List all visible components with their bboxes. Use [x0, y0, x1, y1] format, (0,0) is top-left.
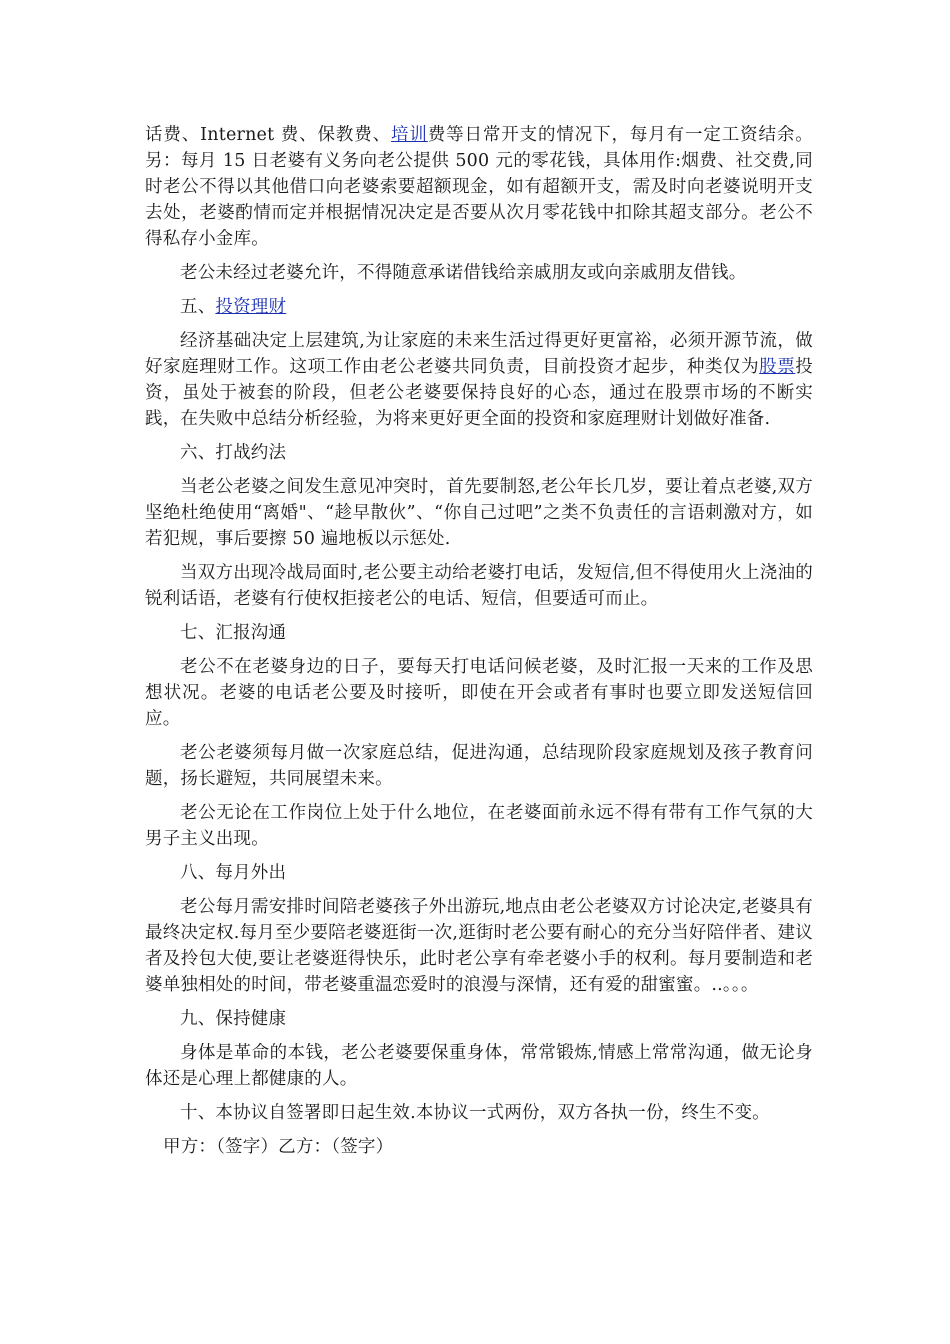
heading-health: 九、保持健康 — [180, 1009, 287, 1029]
paragraph-effective: 十、本协议自签署即日起生效.本协议一式两份，双方各执一份，终生不变。 — [180, 1103, 770, 1123]
heading-prefix: 五、 — [180, 297, 216, 317]
heading-investment — [145, 294, 813, 320]
paragraph-text: 费等日常开支的情况下，每月有一定工资结余。另：每月 15 日老婆有义务向老公提供 500 元的零花钱，具体用作:烟费、社交费,同时老公不得以其他借口向老婆索要超额现金，如有超额开支，需及时向老婆说明开支去处，老婆酌情而定并根据情况决定是否要从次月零花钱中扣除其超支部分。老公不得私存小金库。 — [145, 125, 814, 249]
paragraph-text: 经济基础决定上层建筑,为让家庭的未来生活过得更好更富裕，必须开源节流，做好家庭理财工作。这项工作由老公老婆共同负责，目前投资才起步，种类仅为 — [145, 331, 813, 377]
training-link[interactable]: 培训 — [391, 125, 428, 145]
paragraph-daily-report: 老公不在老婆身边的日子，要每天打电话问候老婆，及时汇报一天来的工作及思想状况。老婆的电话老公要及时接听，即使在开会或者有事时也要立即发送短信回应。 — [145, 657, 813, 729]
paragraph-monthly-summary: 老公老婆须每月做一次家庭总结，促进沟通，总结现阶段家庭规划及孩子教育问题，扬长避短，共同展望未来。 — [145, 743, 813, 789]
paragraph-cold-war: 当双方出现冷战局面时,老公要主动给老婆打电话，发短信,但不得使用火上浇油的锐利话语，老婆有行使权拒接老公的电话、短信，但要适可而止。 — [145, 563, 813, 609]
paragraph-borrowing: 老公未经过老婆允许，不得随意承诺借钱给亲戚朋友或向亲戚朋友借钱。 — [180, 263, 747, 283]
heading-conflict: 六、打战约法 — [180, 443, 287, 463]
investment-link[interactable]: 投资理财 — [215, 297, 287, 317]
paragraph-outings: 老公每月需安排时间陪老婆孩子外出游玩,地点由老公老婆双方讨论决定,老婆具有最终决定权.每月至少要陪老婆逛街一次,逛街时老公要有耐心的充分当好陪伴者、建议者及拎包大使,要让老婆逛得快乐，此时老公享有牵老婆小手的权利。每月要制造和老婆单独相处的时间，带老婆重温恋爱时的浪漫与深情，还有爱的甜蜜蜜。..。。。 — [145, 897, 813, 995]
paragraph-investment — [145, 328, 813, 432]
paragraph-text: 话费、Internet 费、保教费、 — [145, 125, 392, 145]
heading-outings: 八、每月外出 — [180, 863, 287, 883]
document-body — [145, 122, 813, 1160]
paragraph-expenses — [145, 122, 813, 252]
paragraph-health: 身体是革命的本钱，老公老婆要保重身体，常常锻炼,情感上常常沟通，做无论身体还是心理上都健康的人。 — [145, 1043, 813, 1089]
paragraph-conflict: 当老公老婆之间发生意见冲突时，首先要制怒,老公年长几岁，要让着点老婆,双方坚绝杜绝使用“离婚"、“趁早散伙”、“你自己过吧”之类不负责任的言语刺激对方，如若犯规，事后要擦 50 遍地板以示惩处. — [145, 477, 813, 549]
stocks-link[interactable]: 股票 — [759, 357, 796, 377]
paragraph-text: 投资，虽处于被套的阶段，但老公老婆要保持良好的心态，通过在股票市场的不断实践，在失败中总结分析经验，为将来更好更全面的投资和家庭理财计划做好准备. — [145, 357, 813, 429]
signature-line: 甲方：（签字）乙方：（签字） — [163, 1137, 394, 1157]
heading-communication: 七、汇报沟通 — [180, 623, 287, 643]
paragraph-no-chauvinism: 老公无论在工作岗位上处于什么地位，在老婆面前永远不得有带有工作气氛的大男子主义出现。 — [145, 803, 813, 849]
